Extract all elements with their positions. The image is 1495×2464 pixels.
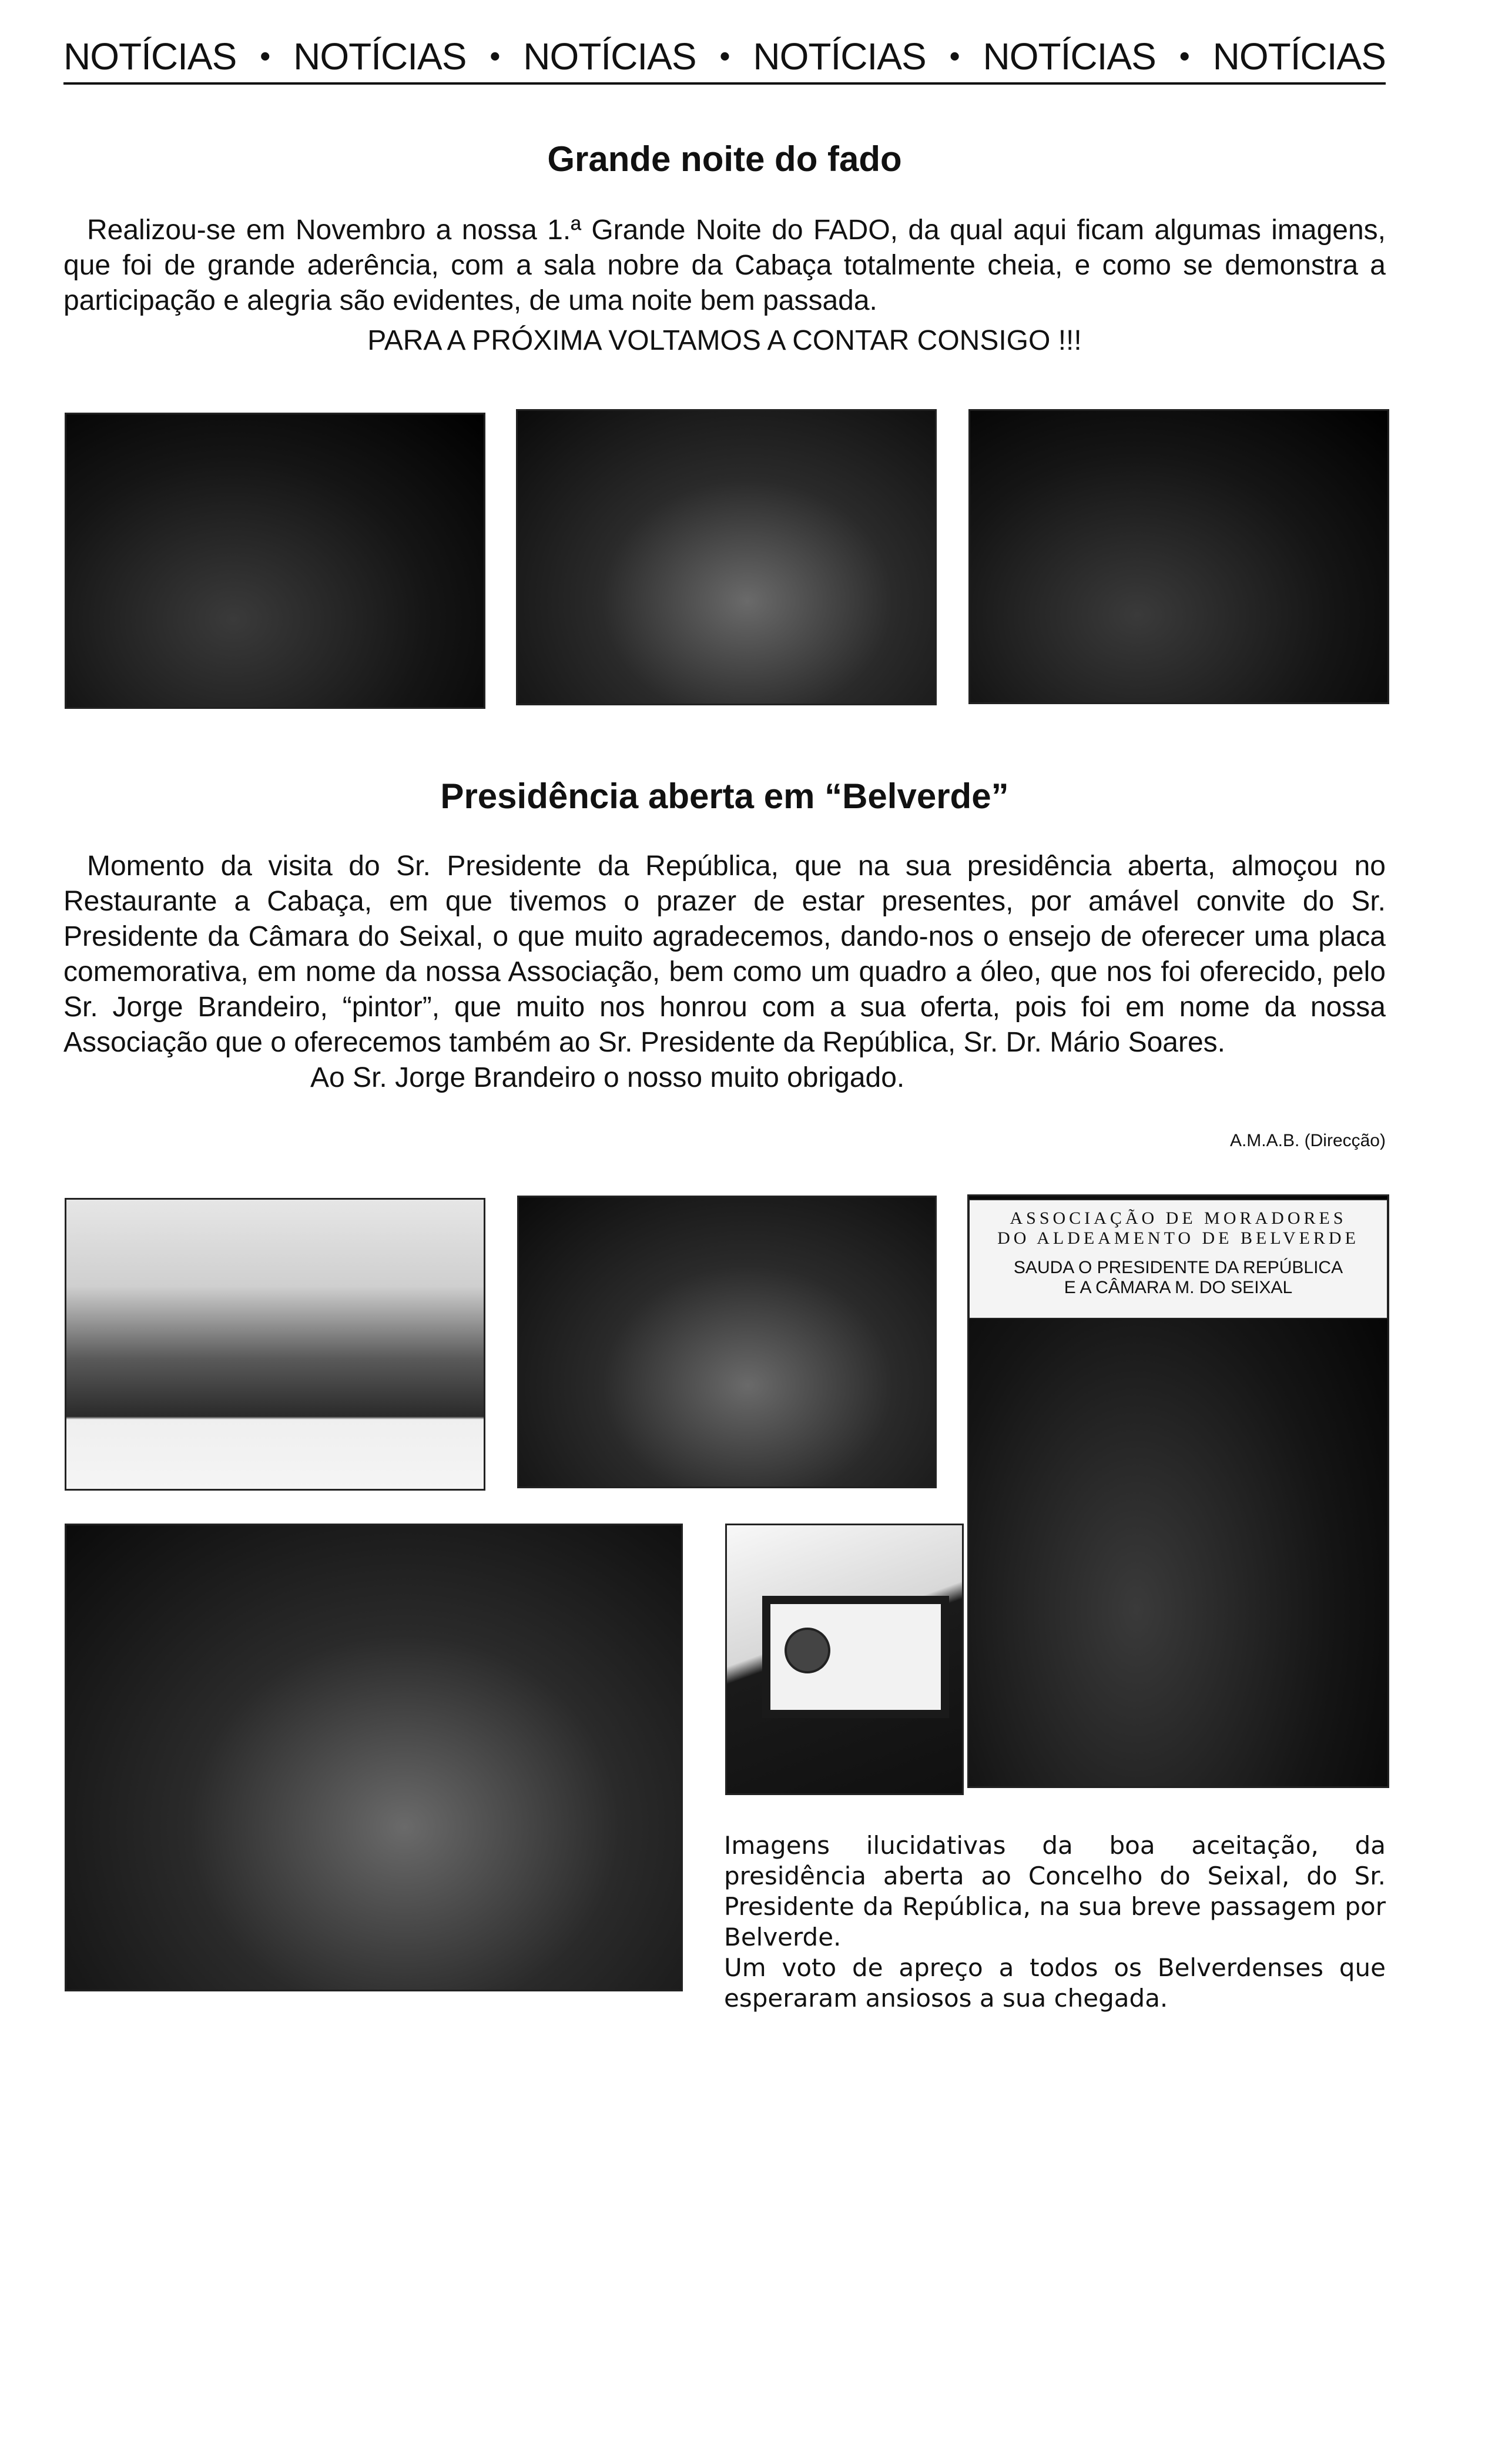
fado-photo-2 [516, 409, 937, 705]
plaque-frame [762, 1596, 949, 1718]
fado-photo-1 [65, 413, 485, 709]
banner-separator: • [490, 39, 500, 73]
banner-word: NOTÍCIAS [983, 35, 1156, 78]
banner-separator: • [260, 39, 270, 73]
section-banner [63, 31, 1386, 85]
association-sign [968, 1199, 1388, 1319]
banner-word: NOTÍCIAS [293, 35, 467, 78]
article-thanks: Ao Sr. Jorge Brandeiro o nosso muito obrigado. [310, 1062, 905, 1093]
visit-photo-crowd [65, 1198, 485, 1491]
banner-separator: • [719, 39, 730, 73]
seal-icon [785, 1628, 830, 1673]
article-title-fado: Grande noite do fado [547, 139, 902, 179]
visit-photo-speech [65, 1524, 683, 1991]
article-signature: A.M.A.B. (Direcção) [1229, 1131, 1386, 1150]
article-closing: PARA A PRÓXIMA VOLTAMOS A CONTAR CONSIGO !!! [367, 325, 1082, 356]
sign-line: E A CÂMARA M. DO SEIXAL [1064, 1278, 1293, 1297]
fado-photo-3 [968, 409, 1389, 704]
banner-word: NOTÍCIAS [63, 35, 237, 78]
sign-line: ASSOCIAÇÃO DE MORADORES [1010, 1208, 1347, 1228]
banner-word: NOTÍCIAS [1212, 35, 1386, 78]
banner-separator: • [1179, 39, 1189, 73]
article-body-presidencia [63, 849, 1386, 1096]
caption-line: Imagens ilucidativas da boa aceitação, da presidência aberta ao Concelho do Seixal, do Sr. Presidente da República, na sua breve passagem por Belverde. [724, 1831, 1386, 1951]
article-body-fado [63, 213, 1386, 359]
sign-line: DO ALDEAMENTO DE BELVERDE [997, 1228, 1359, 1248]
plaque-photo [725, 1524, 964, 1795]
sign-line: SAUDA O PRESIDENTE DA REPÚBLICA [1013, 1258, 1343, 1277]
article-paragraph: Realizou-se em Novembro a nossa 1.ª Grande Noite do FADO, da qual aqui ficam algumas imagens, que foi de grande aderência, com a sala nobre da Cabaça totalmente cheia, e como se demonstra a participação e alegria são evidentes, de uma noite bem passada. [63, 215, 1386, 316]
article-paragraph: Momento da visita do Sr. Presidente da República, que na sua presidência aberta, almoçou no Restaurante a Cabaça, em que tivemos o prazer de estar presentes, por amável convite do Sr. Presidente da Câmara do Seixal, o que muito agradecemos, dando-nos o ensejo de oferecer uma placa comemorativa, em nome da nossa Associação, bem como um quadro a óleo, que nos foi oferecido, pelo Sr. Jorge Brandeiro, “pintor”, que muito nos honrou com a sua oferta, pois foi em nome da nossa Associação que o oferecemos também ao Sr. Presidente da República, Sr. Dr. Mário Soares. [63, 851, 1386, 1058]
banner-word: NOTÍCIAS [523, 35, 696, 78]
photo-caption [724, 1830, 1386, 2014]
banner-word: NOTÍCIAS [753, 35, 926, 78]
banner-separator: • [949, 39, 960, 73]
caption-line: Um voto de apreço a todos os Belverdenses que esperaram ansiosos a sua chegada. [724, 1953, 1386, 2013]
visit-photo-table [517, 1196, 937, 1488]
article-title-presidencia: Presidência aberta em “Belverde” [440, 776, 1009, 816]
